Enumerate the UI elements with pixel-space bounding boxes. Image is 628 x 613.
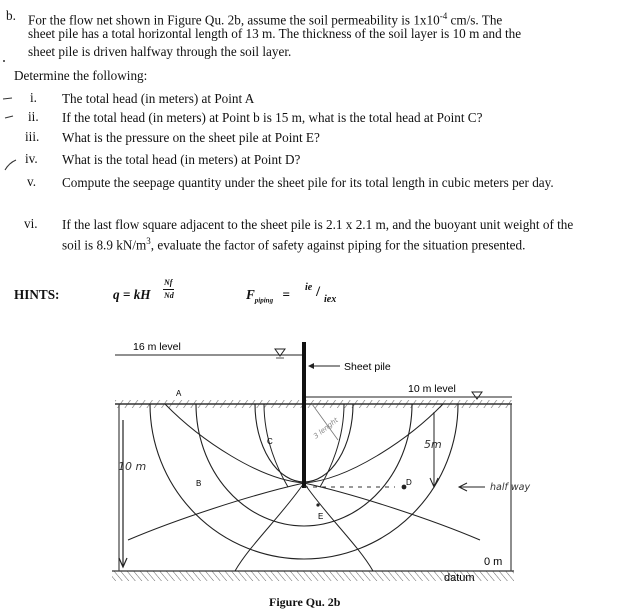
point-c-label: C (267, 437, 273, 446)
left-level-label: 16 m level (133, 341, 181, 353)
equipotential-1 (165, 404, 304, 483)
item-6-tail: , evaluate the factor of safety against piping for the situation presented. (150, 237, 526, 253)
intro-line-1-text: For the flow net shown in Figure Qu. 2b, assume the soil permeability is 1x10 (28, 12, 440, 28)
item-num-1: i. (30, 90, 37, 105)
right-water-symbol (472, 392, 482, 399)
hint-f: F (246, 287, 255, 302)
hw-5m-label: 5m (424, 438, 442, 451)
hw-10m-label: 10 m (118, 460, 147, 473)
point-e-label: E (318, 512, 324, 521)
hw-pile-label: 3 lenght (312, 416, 340, 441)
intro-line-1-tail: cm/s. The (447, 12, 503, 28)
item-text-2: If the total head (in meters) at Point b is 15 m, what is the total head at Point C? (62, 110, 483, 125)
zero-label: 0 m (484, 556, 503, 568)
item-num-6: vi. (24, 216, 38, 231)
mark-4 (5, 160, 16, 170)
hints-label: HINTS: (14, 287, 60, 302)
point-d-label: D (406, 478, 412, 487)
hint-piping-formula (246, 287, 290, 309)
hint-nd: Nd (164, 291, 174, 300)
item-text-6 (62, 216, 587, 253)
item-num-5: v. (27, 174, 37, 189)
equipotential-6 (304, 404, 443, 483)
sheet-pile-label: Sheet pile (344, 361, 391, 373)
right-level-label: 10 m level (408, 383, 456, 395)
point-e-marker (316, 503, 319, 506)
question-label: b. (6, 8, 16, 23)
item-num-2: ii. (28, 109, 39, 124)
mark-1 (3, 98, 12, 99)
sheet-pile-arrow (308, 363, 314, 369)
hint-f-sub: piping (254, 296, 274, 305)
equipotential-3 (235, 483, 304, 571)
item-text-1: The total head (in meters) at Point A (62, 91, 255, 106)
hint-equals: = (282, 287, 290, 302)
mark-2 (5, 116, 13, 118)
mark-dot (3, 60, 5, 62)
intro-line-2: sheet pile has a total horizontal length of 13 m. The thickness of the soil layer is 10 m and the (28, 26, 522, 41)
hint-ie: ie (305, 282, 313, 293)
hw-halfway-label: half way (490, 482, 531, 493)
hint-nf: Nf (164, 278, 173, 287)
margin-marks (0, 0, 60, 190)
equipotential-4 (304, 483, 373, 571)
item-6-text: If the last flow square adjacent to the sheet pile is 2.1 x 2.1 m, and the buoyant unit weight of the soil is 8.9 kN/m (62, 217, 574, 253)
item-text-5: Compute the seepage quantity under the sheet pile for its total length in cubic meters per day. (62, 175, 554, 190)
item-6-exponent: 3 (146, 236, 151, 246)
datum-label: datum (444, 572, 475, 584)
point-a-label: A (176, 389, 182, 398)
item-num-3: iii. (25, 129, 40, 144)
intro-line-3: sheet pile is driven halfway through the soil layer. (28, 44, 292, 59)
hint-q: q = kH (113, 287, 151, 302)
figure-caption: Figure Qu. 2b (269, 595, 341, 609)
flow-net-figure (0, 330, 628, 613)
item-num-4: iv. (25, 151, 38, 166)
hint-iex: iex (324, 294, 337, 305)
hint-fraction-bar (163, 289, 174, 290)
item-text-4: What is the total head (in meters) at Point D? (62, 152, 301, 167)
hint-slash: / (316, 284, 321, 300)
item-text-3: What is the pressure on the sheet pile at Point E? (62, 130, 320, 145)
point-b-label: B (196, 479, 202, 488)
hint-seepage-formula (113, 287, 151, 303)
determine-heading: Determine the following: (14, 68, 148, 83)
intro-exponent: -4 (439, 11, 448, 21)
